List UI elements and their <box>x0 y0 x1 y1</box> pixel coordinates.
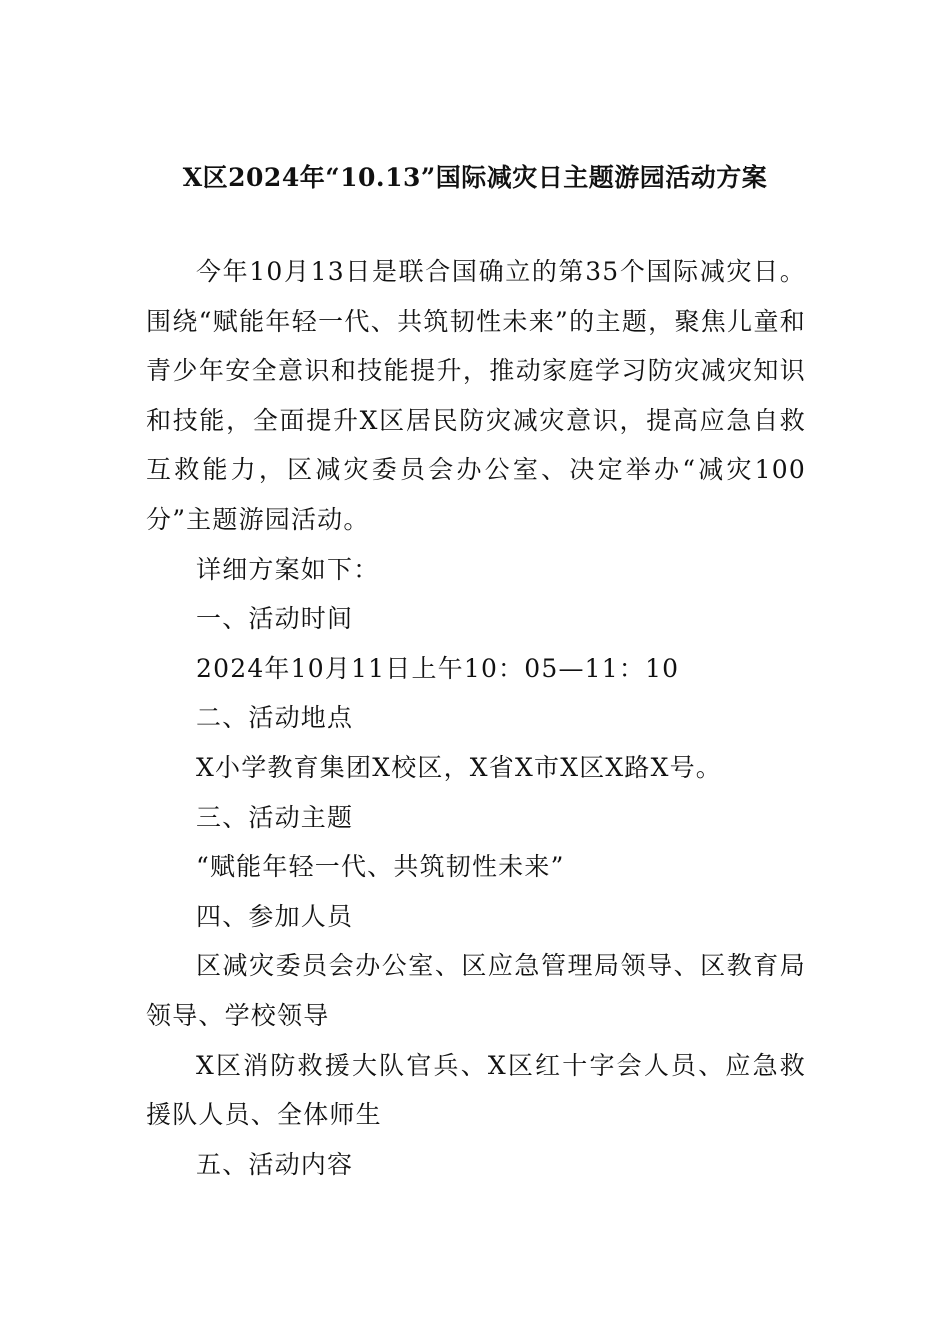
heading-activity-location: 二、活动地点 <box>196 703 354 733</box>
document-body <box>146 247 806 1189</box>
paragraph-activity-theme: “赋能年轻一代、共筑韧性未来” <box>196 852 565 882</box>
paragraph-activity-location: X小学教育集团X校区，X省X市X区X路X号。 <box>196 752 722 782</box>
paragraph-participants-officials: 区减灾委员会办公室、区应急管理局领导、区教育局领导、学校领导 <box>146 951 806 1030</box>
heading-participants: 四、参加人员 <box>196 901 354 931</box>
heading-activity-time: 一、活动时间 <box>196 604 354 634</box>
heading-activity-content: 五、活动内容 <box>196 1149 354 1179</box>
heading-activity-theme: 三、活动主题 <box>196 802 354 832</box>
document-title: X区2024年“10.13”国际减灾日主题游园活动方案 <box>182 163 768 192</box>
paragraph-activity-time: 2024年10月11日上午10：05—11：10 <box>196 653 680 683</box>
paragraph-plan-intro: 详细方案如下： <box>196 554 380 584</box>
paragraph-intro: 今年10月13日是联合国确立的第35个国际减灾日。围绕“赋能年轻一代、共筑韧性未来”的主题，聚焦儿童和青少年安全意识和技能提升，推动家庭学习防灾减灾知识和技能，全面提升X区居民防灾减灾意识，提高应急自救互救能力，区减灾委员会办公室、决定举办“减灾100分”主题游园活动。 <box>146 257 806 534</box>
paragraph-participants-rescue: X区消防救援大队官兵、X区红十字会人员、应急救援队人员、全体师生 <box>146 1050 806 1130</box>
